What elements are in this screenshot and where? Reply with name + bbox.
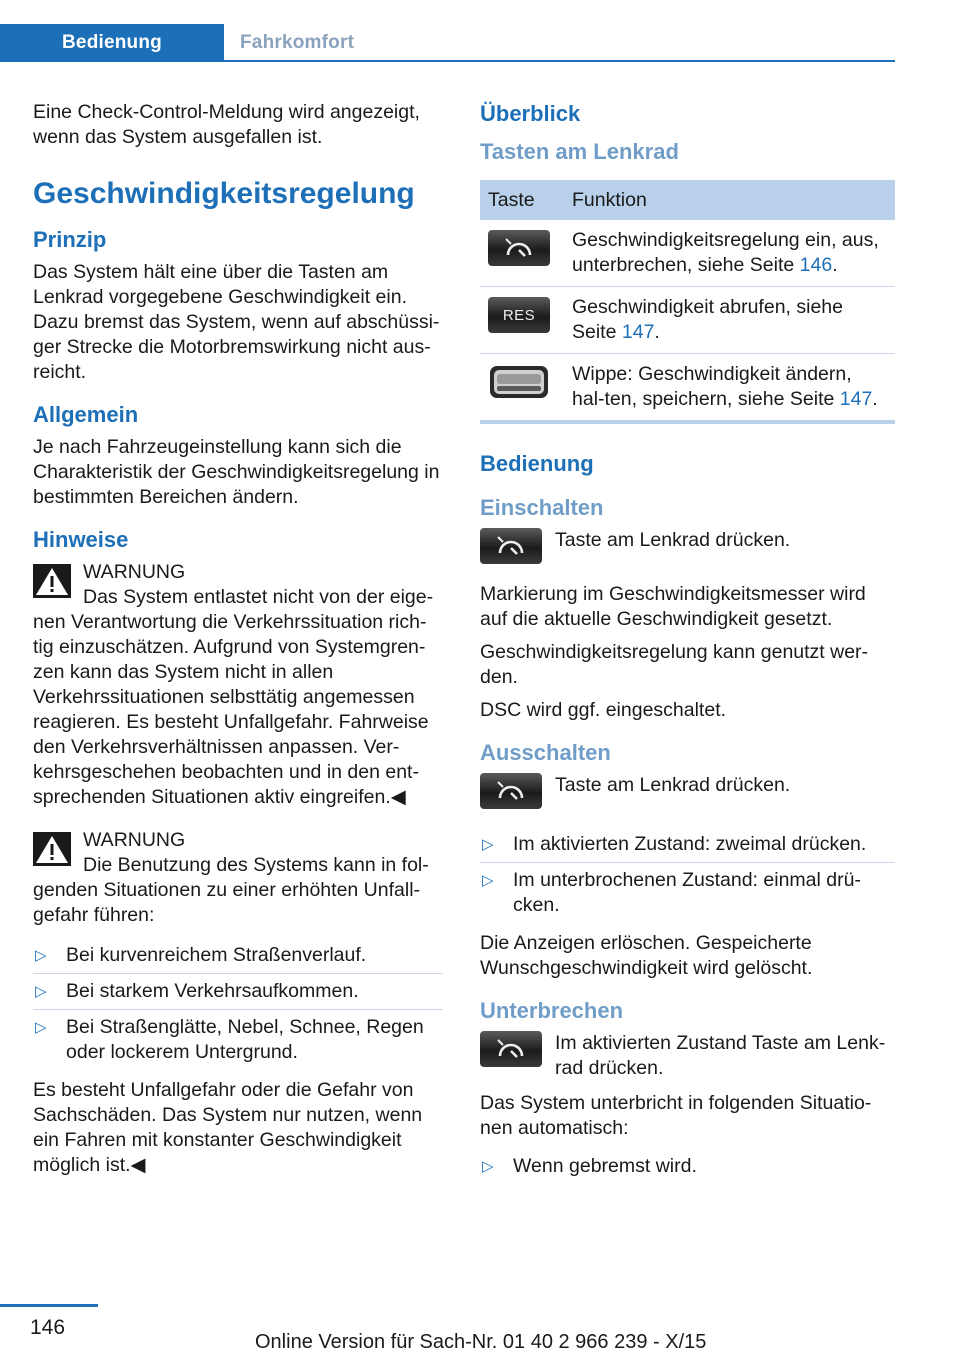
header-tabs — [0, 0, 895, 62]
list-item-text: Bei kurvenreichem Straßenverlauf. — [66, 944, 367, 966]
res-button-icon: RES — [488, 297, 550, 333]
table-cell-function — [564, 354, 895, 421]
speedometer-icon — [494, 1037, 528, 1061]
einschalten-paragraph-2: Geschwindigkeitsregelung kann genutzt wer-den. — [480, 641, 869, 688]
closing-paragraph: Es besteht Unfallgefahr oder die Gefahr von Sachschäden. Das System nur nutzen, wenn ein Fahren mit konstanter Geschwindigkeit möglich ist.◀ — [33, 1079, 423, 1176]
table-row — [480, 354, 895, 421]
punctuation: . — [872, 388, 878, 410]
speedometer-icon — [502, 236, 536, 260]
triangle-bullet-icon: ▷ — [35, 1019, 47, 1036]
table-cell-function — [564, 220, 895, 287]
unterbrechen-instruction — [480, 1031, 895, 1081]
table-row — [480, 220, 895, 287]
page-number: 146 — [30, 1316, 66, 1339]
list-item — [33, 1010, 443, 1070]
overview-heading: Überblick — [480, 101, 581, 126]
warning-text: Das System entlastet nicht von der eige-nen Verantwortung die Verkehrssituation rich-tig einzuschätzen. Aufgrund von Systemgren-zen kann das System nicht in allen Verkehrssituationen selbsttätig angemessen reagieren. Es besteht Unfallgefahr. Fahrweise den Verkehrsverhältnissen anpassen. Ver-kehrsgeschehen beobachten und in den ent-sprechenden Situationen aktiv eingreifen.◀ — [33, 586, 434, 808]
list-item — [480, 863, 895, 923]
warning-block-2 — [33, 828, 443, 928]
bedienung-heading: Bedienung — [480, 451, 594, 476]
triangle-bullet-icon: ▷ — [482, 872, 494, 889]
table-header-row — [480, 180, 895, 220]
rocker-switch-icon — [488, 364, 550, 400]
cruise-control-button-icon — [480, 1031, 542, 1067]
page-link[interactable]: 147 — [621, 321, 655, 343]
prinzip-paragraph: Das System hält eine über die Tasten am Lenkrad vorgegebene Geschwindigkeit ein. Dazu bremst das System, wenn auf abschüssi-ger Strecke die Motorbremswirkung nicht aus-reicht. — [33, 261, 440, 383]
warning-block-1 — [33, 560, 443, 810]
ausschalten-instruction — [480, 773, 895, 817]
unterbrechen-bullet-list — [480, 1149, 895, 1184]
intro-paragraph: Eine Check-Control-Meldung wird angezeigt, wenn das System ausgefallen ist. — [33, 101, 420, 148]
footer-version-text: Online Version für Sach-Nr. 01 40 2 966 239 - X/15 — [255, 1331, 707, 1353]
ausschalten-heading: Ausschalten — [480, 740, 611, 765]
list-item-text: Bei starkem Verkehrsaufkommen. — [66, 980, 359, 1002]
right-column — [480, 100, 895, 1192]
speedometer-icon — [494, 534, 528, 558]
hinweise-heading: Hinweise — [33, 527, 129, 552]
footer-rule — [0, 1304, 98, 1307]
header-divider — [0, 60, 895, 62]
list-item — [480, 827, 895, 863]
table-header-cell: Funktion — [564, 180, 895, 220]
allgemein-paragraph: Je nach Fahrzeugeinstellung kann sich die Charakteristik der Geschwindigkeitsregelung in bestimmten Bereichen ändern. — [33, 436, 440, 508]
page-link[interactable]: 146 — [799, 254, 833, 276]
list-item-text: Im aktivierten Zustand: zweimal drücken. — [513, 833, 867, 855]
table-header-cell: Taste — [480, 180, 564, 220]
triangle-bullet-icon: ▷ — [482, 836, 494, 853]
warning-text: Die Benutzung des Systems kann in fol-genden Situationen zu einer erhöhten Unfall-gefahr führen: — [33, 854, 429, 926]
warning-title: WARNUNG — [83, 829, 186, 851]
triangle-bullet-icon: ▷ — [35, 983, 47, 1000]
list-item-text: Bei Straßenglätte, Nebel, Schnee, Regen oder lockerem Untergrund. — [66, 1016, 424, 1063]
table-cell-icon — [480, 220, 564, 287]
keys-table — [480, 180, 895, 420]
unterbrechen-heading: Unterbrechen — [480, 998, 624, 1023]
list-item — [33, 974, 443, 1010]
table-bottom-rule — [480, 420, 895, 424]
unterbrechen-paragraph: Das System unterbricht in folgenden Situatio-nen automatisch: — [480, 1092, 872, 1139]
einschalten-paragraph-1: Markierung im Geschwindigkeitsmesser wird auf die aktuelle Geschwindigkeit gesetzt. — [480, 583, 866, 630]
warning-title: WARNUNG — [83, 561, 186, 583]
list-item-text: Wenn gebremst wird. — [513, 1155, 697, 1177]
table-cell-icon — [480, 287, 564, 354]
cruise-control-button-icon — [480, 773, 542, 809]
table-row — [480, 287, 895, 354]
list-item-text: Im unterbrochenen Zustand: einmal drü-cken. — [513, 869, 861, 916]
tab-fahrkomfort[interactable]: Fahrkomfort — [240, 32, 355, 53]
function-text: Wippe: Geschwindigkeit ändern, hal-ten, speichern, siehe Seite — [572, 363, 852, 410]
left-column — [33, 100, 443, 1186]
tab-bedienung[interactable]: Bedienung — [0, 24, 224, 62]
speedometer-icon — [494, 779, 528, 803]
cruise-control-button-icon — [488, 230, 550, 266]
punctuation: . — [832, 254, 838, 276]
ausschalten-paragraph: Die Anzeigen erlöschen. Gespeicherte Wunschgeschwindigkeit wird gelöscht. — [480, 932, 813, 979]
ausschalten-bullet-list — [480, 827, 895, 923]
warning-icon — [33, 832, 71, 866]
triangle-bullet-icon: ▷ — [482, 1158, 494, 1175]
punctuation: . — [654, 321, 660, 343]
function-text: Geschwindigkeit abrufen, siehe Seite — [572, 296, 843, 343]
allgemein-heading: Allgemein — [33, 402, 139, 427]
instruction-text: Taste am Lenkrad drücken. — [555, 774, 791, 796]
triangle-bullet-icon: ▷ — [35, 947, 47, 964]
einschalten-paragraph-3: DSC wird ggf. eingeschaltet. — [480, 699, 727, 721]
table-cell-function — [564, 287, 895, 354]
list-item — [480, 1149, 895, 1184]
prinzip-heading: Prinzip — [33, 227, 107, 252]
instruction-text: Taste am Lenkrad drücken. — [555, 529, 791, 551]
instruction-text: Im aktivierten Zustand Taste am Lenk-rad drücken. — [555, 1032, 886, 1079]
warning-icon — [33, 564, 71, 598]
list-item — [33, 938, 443, 974]
page-link[interactable]: 147 — [839, 388, 873, 410]
keys-heading: Tasten am Lenkrad — [480, 139, 679, 164]
section-title: Geschwindigkeitsregelung — [33, 177, 415, 210]
einschalten-heading: Einschalten — [480, 495, 604, 520]
cruise-control-button-icon — [480, 528, 542, 564]
warning-bullet-list — [33, 938, 443, 1070]
function-text: Geschwindigkeitsregelung ein, aus, unterbrechen, siehe Seite — [572, 229, 879, 276]
einschalten-instruction — [480, 528, 895, 572]
table-cell-icon — [480, 354, 564, 421]
